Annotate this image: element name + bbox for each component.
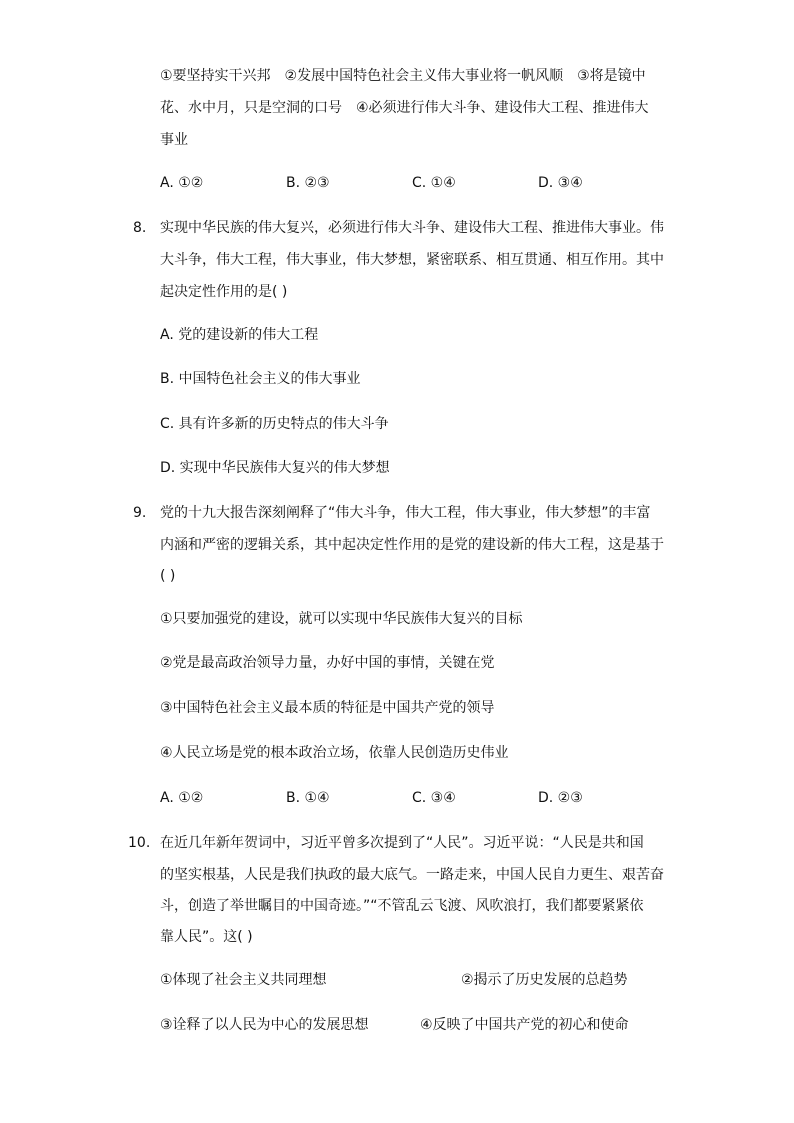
q10-statement-2: ②揭示了历史发展的总趋势 bbox=[461, 972, 628, 988]
q7-statements-line-3: 事业 bbox=[160, 132, 188, 148]
q9-statement-3: ③中国特色社会主义最本质的特征是中国共产党的领导 bbox=[160, 700, 495, 716]
q10-statement-1: ①体现了社会主义共同理想 bbox=[160, 972, 327, 988]
q8-stem-line-1: 实现中华民族的伟大复兴，必须进行伟大斗争、建设伟大工程、推进伟大事业。伟 bbox=[160, 220, 664, 236]
q7-statements-line-2: 花、水中月，只是空洞的口号 ④必须进行伟大斗争、建设伟大工程、推进伟大 bbox=[160, 100, 649, 116]
q7-option-a: A. ①② bbox=[160, 175, 204, 191]
q9-stem-line-1: 党的十九大报告深刻阐释了“伟大斗争，伟大工程，伟大事业，伟大梦想”的丰富 bbox=[160, 505, 651, 521]
q8-option-d: D. 实现中华民族伟大复兴的伟大梦想 bbox=[160, 460, 390, 476]
q9-statement-4: ④人民立场是党的根本政治立场，依靠人民创造历史伟业 bbox=[160, 745, 509, 761]
q9-statement-2: ②党是最高政治领导力量，办好中国的事情，关键在党 bbox=[160, 655, 495, 671]
q9-option-d: D. ②③ bbox=[538, 790, 583, 806]
q10-statement-4: ④反映了中国共产党的初心和使命 bbox=[420, 1017, 629, 1033]
q10-stem-line-4: 靠人民”。这( ) bbox=[160, 929, 253, 945]
q7-statements-line-1: ①要坚持实干兴邦 ②发展中国特色社会主义伟大事业将一帆风顺 ③将是镜中 bbox=[160, 68, 646, 84]
q9-option-a: A. ①② bbox=[160, 790, 204, 806]
q10-stem-line-1: 在近几年新年贺词中，习近平曾多次提到了“人民”。习近平说：“人民是共和国 bbox=[160, 835, 644, 851]
q9-option-b: B. ①④ bbox=[286, 790, 330, 806]
q8-option-b: B. 中国特色社会主义的伟大事业 bbox=[160, 371, 361, 387]
q9-option-c: C. ③④ bbox=[412, 790, 456, 806]
q9-stem-line-2: 内涵和严密的逻辑关系，其中起决定性作用的是党的建设新的伟大工程，这是基于 bbox=[160, 537, 664, 553]
q9-statement-1: ①只要加强党的建设，就可以实现中华民族伟大复兴的目标 bbox=[160, 611, 523, 627]
q9-number: 9. bbox=[133, 505, 147, 521]
q8-stem-line-3: 起决定性作用的是( ) bbox=[160, 284, 288, 300]
q8-option-a: A. 党的建设新的伟大工程 bbox=[160, 327, 319, 343]
q7-option-d: D. ③④ bbox=[538, 175, 583, 191]
q7-option-c: C. ①④ bbox=[412, 175, 456, 191]
q10-statement-3: ③诠释了以人民为中心的发展思想 bbox=[160, 1017, 369, 1033]
q8-number: 8. bbox=[133, 220, 147, 236]
q10-stem-line-2: 的坚实根基，人民是我们执政的最大底气。一路走来，中国人民自力更生、艰苦奋 bbox=[160, 867, 664, 883]
q10-stem-line-3: 斗，创造了举世瞩目的中国奇迹。”“不管乱云飞渡、风吹浪打，我们都要紧紧依 bbox=[160, 898, 644, 914]
q7-option-b: B. ②③ bbox=[286, 175, 330, 191]
q8-option-c: C. 具有许多新的历史特点的伟大斗争 bbox=[160, 416, 389, 432]
q8-stem-line-2: 大斗争，伟大工程，伟大事业，伟大梦想，紧密联系、相互贯通、相互作用。其中 bbox=[160, 252, 664, 268]
q9-stem-line-3: ( ) bbox=[160, 568, 176, 584]
q10-number: 10. bbox=[128, 835, 151, 851]
